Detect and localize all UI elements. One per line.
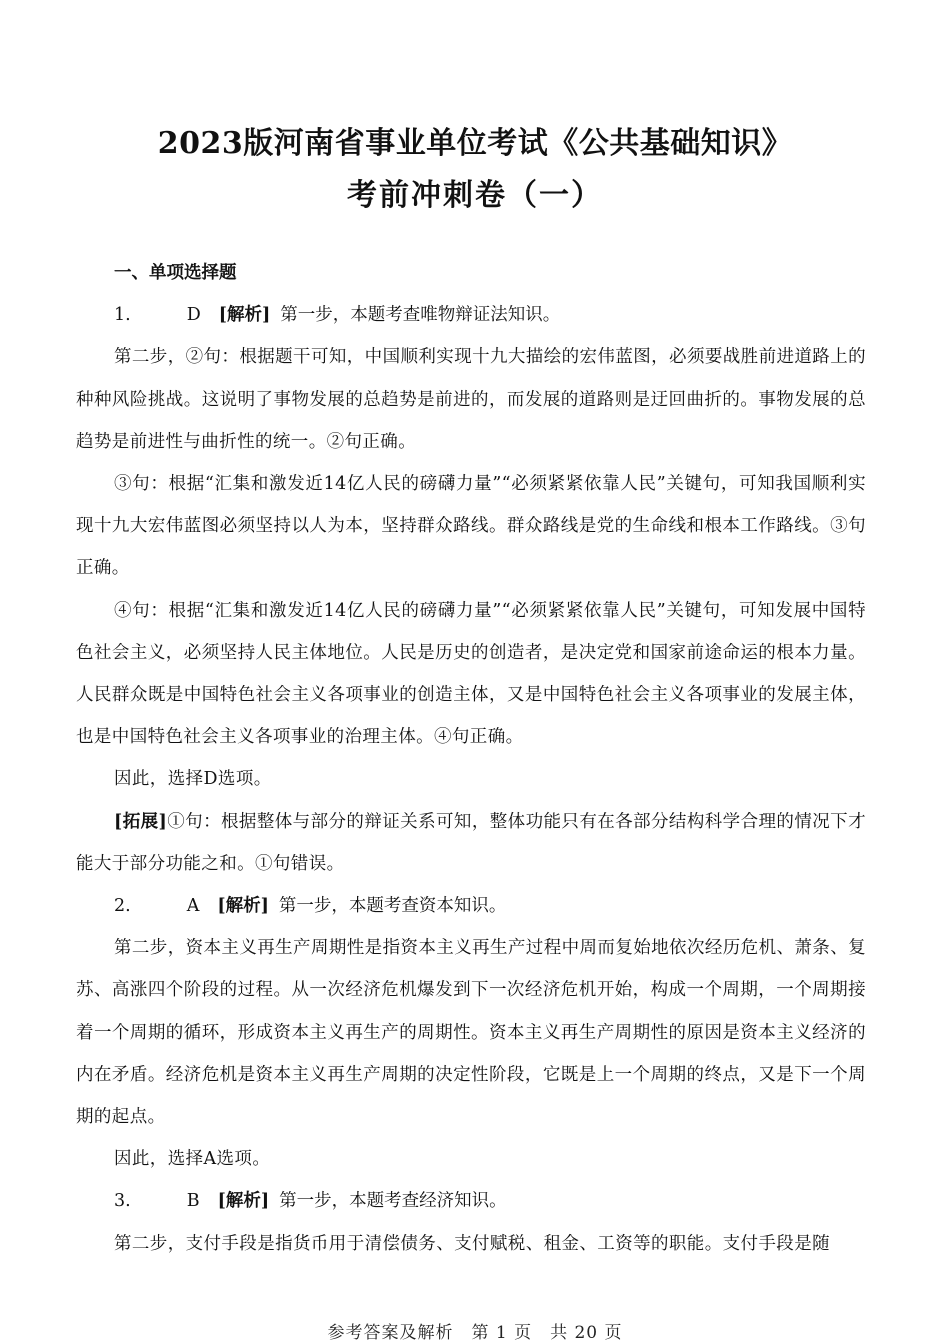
step-one-text: 第一步，本题考查唯物辩证法知识。	[280, 305, 561, 326]
step-one-text: 第一步，本题考查资本知识。	[278, 896, 507, 917]
question-1-header	[76, 294, 866, 336]
document-title: 2023版河南省事业单位考试《公共基础知识》	[157, 126, 793, 161]
q3-paragraph-1: 第二步，支付手段是指货币用于清偿债务、支付赋税、租金、工资等的职能。支付手段是随	[114, 1233, 830, 1254]
question-number: 1.	[114, 305, 131, 326]
q2-conclusion: 因此，选择A选项。	[114, 1149, 271, 1170]
document-body	[76, 252, 866, 1265]
step-one-text: 第一步，本题考查经济知识。	[279, 1191, 507, 1212]
q1-conclusion: 因此，选择D选项。	[114, 769, 272, 790]
analysis-tag: [解析]	[218, 305, 271, 326]
question-number: 2.	[114, 896, 131, 917]
document-subtitle: 考前冲刺卷（一）	[347, 178, 603, 213]
q1-paragraph-2: ③句：根据“汇集和激发近14亿人民的磅礴力量”“必须紧紧依靠人民”关键句，可知我国顺利实现十九大宏伟蓝图必须坚持以人为本，坚持群众路线。群众路线是党的生命线和根本工作路线。③句正确。	[76, 474, 866, 579]
analysis-tag: [解析]	[217, 896, 269, 917]
page-footer: 参考答案及解析 第 1 页 共 20 页	[327, 1323, 623, 1343]
q2-paragraph-1: 第二步，资本主义再生产周期性是指资本主义再生产过程中周而复始地依次经历危机、萧条、复苏、高涨四个阶段的过程。从一次经济危机爆发到下一次经济危机开始，构成一个周期，一个周期接着一个周期的循环，形成资本主义再生产的周期性。资本主义再生产周期性的原因是资本主义经济的内在矛盾。经济危机是资本主义再生产周期的决定性阶段，它既是上一个周期的终点，又是下一个周期的起点。	[76, 938, 866, 1128]
analysis-tag: [解析]	[217, 1191, 270, 1212]
question-3-header	[76, 1180, 866, 1222]
answer-letter: D	[186, 305, 201, 326]
answer-letter: B	[186, 1191, 200, 1212]
extension-text: ①句：根据整体与部分的辩证关系可知，整体功能只有在各部分结构科学合理的情况下才能大于部分功能之和。①句错误。	[76, 811, 866, 874]
q1-paragraph-1: 第二步，②句：根据题干可知，中国顺利实现十九大描绘的宏伟蓝图，必须要战胜前进道路上的种种风险挑战。这说明了事物发展的总趋势是前进的，而发展的道路则是迂回曲折的。事物发展的总趋势是前进性与曲折性的统一。②句正确。	[76, 347, 866, 452]
answer-letter: A	[186, 896, 200, 917]
section-heading: 一、单项选择题	[114, 263, 237, 283]
q1-paragraph-3: ④句：根据“汇集和激发近14亿人民的磅礴力量”“必须紧紧依靠人民”关键句，可知发展中国特色社会主义，必须坚持人民主体地位。人民是历史的创造者，是决定党和国家前途命运的根本力量。人民群众既是中国特色社会主义各项事业的创造主体，又是中国特色社会主义各项事业的发展主体，也是中国特色社会主义各项事业的治理主体。④句正确。	[76, 600, 866, 748]
extension-tag: [拓展]	[114, 811, 168, 832]
question-2-header	[76, 885, 866, 927]
q1-extension	[76, 801, 866, 885]
question-number: 3.	[114, 1191, 131, 1212]
